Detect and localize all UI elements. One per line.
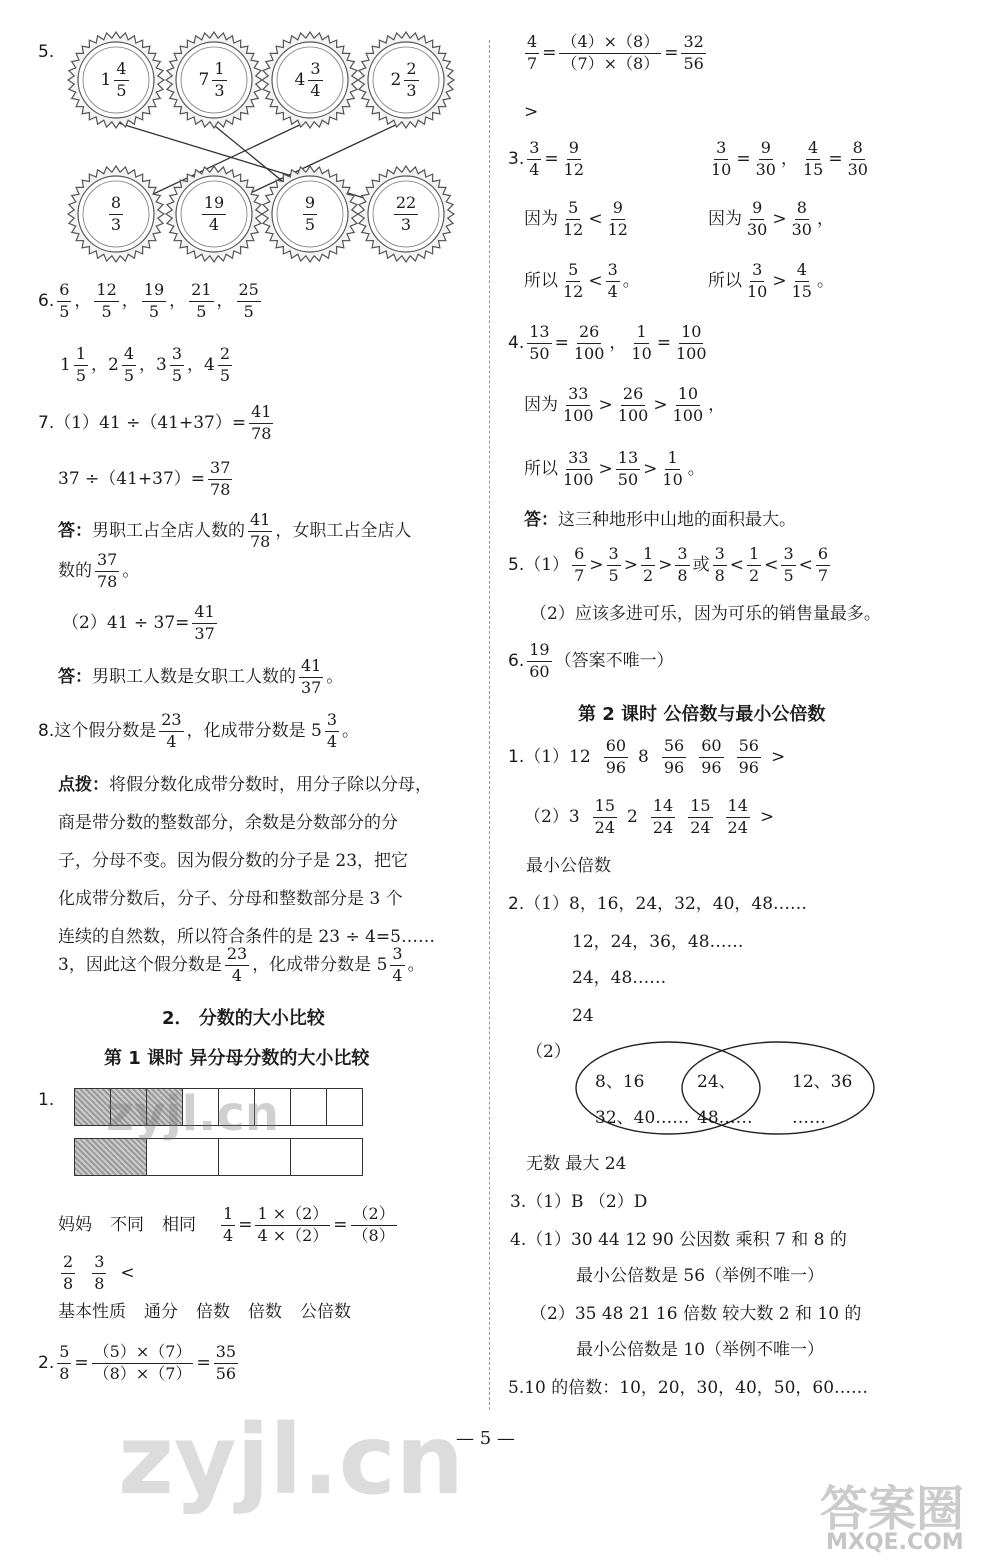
q7-expr3: （2）41 ÷ 37= [62, 612, 190, 633]
frac: $\frac{33}{100}$ [563, 384, 594, 425]
frac: $\frac{5}{8}$ [59, 1342, 70, 1383]
grid-cell [326, 1088, 363, 1126]
fraction-badge: 1 $\frac{4}{5}$ [66, 30, 166, 130]
number: 2 [627, 806, 638, 827]
period: 。 [407, 954, 425, 975]
r-q3-line3: 所以 $\frac{5}{12}$ < $\frac{3}{4}$ 。 [524, 260, 640, 301]
frac: $\frac{2}{8}$ [63, 1252, 74, 1293]
frac: $\frac{33}{100}$ [563, 448, 594, 489]
r-q3-line1: 3. $\frac{3}{4}$ = $\frac{9}{12}$ [508, 138, 585, 179]
r-q3-line3b: 所以 $\frac{3}{10}$ > $\frac{4}{15}$ 。 [708, 260, 834, 301]
r-l2-q2-end: 无数 最大 24 [526, 1154, 627, 1174]
q7-line3 [62, 604, 220, 643]
fraction-badge: $\frac{19}{4}$ [164, 164, 264, 264]
column-divider [489, 40, 490, 1410]
fraction-badge: $\frac{9}{5}$ [260, 164, 360, 264]
q2-label: 2. [38, 1352, 55, 1373]
word: 妈妈 [58, 1214, 92, 1235]
answer-label: 答： [58, 520, 92, 541]
frac: $\frac{21}{5}$ [191, 280, 212, 321]
frac: $\frac{56}{96}$ [663, 736, 685, 777]
q1-label: 1. [38, 1090, 55, 1110]
r-line1: $\frac{4}{7}$ = $\frac{(4)\times(8)}{(7)\times(8)}$ = $\frac{32}{56}$ [527, 32, 704, 73]
r-l2-q2-line3: 24，48…… [572, 968, 667, 988]
q7-result2: $\frac{37}{78}$ [210, 458, 231, 499]
q7-answer2-text: 男职工人数是女职工人数的 [92, 666, 296, 687]
word: 倍数 [248, 1302, 282, 1322]
fraction-badge: $\frac{22}{3}$ [356, 164, 456, 264]
q2-line: 2. $\frac{5}{8}$ = $\frac{(5)\times(7)}{(8)\times(7)}$ = $\frac{35}{56}$ [38, 1342, 237, 1383]
r-l2-q4-1b: 最小公倍数是 56（举例不唯一） [576, 1266, 825, 1286]
greater-than: > [770, 746, 786, 767]
q5-part1: （1） [524, 554, 570, 575]
q7-answer2 [58, 658, 343, 697]
because: 因为 [708, 208, 742, 229]
frac: $\frac{1}{4}$ [223, 1204, 234, 1245]
frac: $\frac{5}{12}$ [563, 198, 584, 239]
q2-line1: （1）8，16，24，32，40，48…… [524, 894, 808, 914]
page-number: — 5 — [456, 1428, 515, 1449]
frac: $\frac{9}{30}$ [747, 198, 768, 239]
q4-answer-text: 这三种地形中山地的面积最大。 [558, 510, 796, 530]
tip-last-text-a: 3，因此这个假分数是 [58, 954, 222, 975]
r-l2-q3: 3.（1）B （2）D [510, 1192, 648, 1212]
q6-note: （答案不唯一） [554, 650, 674, 671]
q7-answer1-text-b: ，女职工占全店人 [275, 520, 412, 541]
frac: $\frac{9}{12}$ [563, 138, 585, 179]
frac: $\frac{26}{100}$ [617, 384, 649, 425]
q1-part1: （1）12 [524, 746, 591, 767]
frac: $\frac{9}{12}$ [607, 198, 628, 239]
frac: $\frac{(2)}{(8)}$ [352, 1204, 395, 1245]
word: 倍数 [196, 1302, 230, 1322]
frac: $\frac{10}{100}$ [676, 322, 707, 363]
venn-right-set [792, 1064, 852, 1136]
q6-row2 [60, 346, 235, 385]
lesson-title-2: 第 2 课时 公倍数与最小公倍数 [578, 704, 826, 725]
greater-than: > [759, 806, 775, 827]
watermark: MXQE.COM [826, 1530, 964, 1555]
r-l2-q2-line4: 24 [572, 1006, 594, 1026]
frac: $\frac{13}{50}$ [529, 322, 550, 363]
r-l2-q5: 5.10 的倍数：10，20，30，40，50，60…… [508, 1378, 869, 1398]
venn-text: 32、40…… [595, 1108, 690, 1128]
r-q4-line1: 4. $\frac{13}{50}$ = $\frac{26}{100}$ ， $\frac{1}{10}$ = $\frac{10}{100}$ [508, 322, 707, 363]
q6-label: 6. [508, 650, 525, 671]
q5-label: 5. [38, 42, 55, 62]
frac: $\frac{1}{10}$ [631, 322, 652, 363]
less-than: < [120, 1262, 135, 1283]
so: 所以 [708, 270, 742, 291]
tip-line: 子，分母不变。因为假分数的分子是 23，把它 [58, 851, 409, 871]
q2-label: 2. [508, 894, 525, 914]
frac: $\frac{14}{24}$ [652, 796, 674, 837]
frac: $\frac{4}{7}$ [527, 32, 538, 73]
r-gt: > [524, 102, 539, 122]
frac: $\frac{10}{100}$ [672, 384, 704, 425]
q1-part2: （2）3 [524, 806, 580, 827]
q4-label: 4. [508, 332, 525, 353]
frac: $\frac{4}{15}$ [802, 138, 824, 179]
q6-fractions: $\frac{6}{5}$ ， $\frac{12}{5}$ ， $\frac{19}{5}$ ， $\frac{21}{5}$ ， $\frac{25}{5}$ [59, 280, 259, 321]
word: 公倍数 [300, 1302, 351, 1322]
frac: $\frac{3}{8}$ [94, 1252, 105, 1293]
frac: $\frac{19}{5}$ [143, 280, 165, 321]
venn-text: 48…… [697, 1108, 753, 1128]
mixed-number: 4 $\frac{2}{5}$ [204, 344, 231, 385]
frac: $\frac{1}{10}$ [662, 448, 683, 489]
q1-line3 [58, 1304, 351, 1321]
period: 。 [326, 666, 344, 687]
frac: $\frac{12}{5}$ [96, 280, 117, 321]
q8-text-b: ，化成带分数是 5 [186, 720, 322, 741]
frac: $\frac{26}{100}$ [573, 322, 605, 363]
frac: $\frac{19}{60}$ [529, 640, 550, 681]
r-l2-q1-line1 [508, 738, 785, 777]
q3-label: 3. [508, 148, 525, 169]
word: 通分 [144, 1302, 178, 1322]
q8-label: 8. [38, 720, 55, 741]
r-l2-q2-part2: （2） [526, 1042, 571, 1062]
r-l2-q1-line2 [524, 798, 774, 837]
frac: $\frac{14}{24}$ [727, 796, 748, 837]
q7-answer1-frac2: $\frac{37}{78}$ [97, 550, 118, 591]
frac: $\frac{8}{30}$ [847, 138, 868, 179]
r-q5-line1: 5. （1） $\frac{6}{7}$ > $\frac{3}{5}$ > $\frac{1}{2}$ > $\frac{3}{8}$ 或 $\frac{3}{8}$ < $\frac{1}{2}$ < $\frac{3}{5}$ < $\frac{6}{7}$ [508, 544, 829, 585]
tip-line: 商是带分数的整数部分，余数是分数部分的分 [58, 813, 398, 833]
tip-label: 点拨： [58, 775, 109, 795]
word: 相同 [162, 1214, 196, 1235]
word: 基本性质 [58, 1302, 126, 1322]
q6-label: 6. [38, 290, 55, 311]
r-q4-line3: 所以 $\frac{33}{100}$ > $\frac{13}{50}$ > $\frac{1}{10}$ 。 [524, 448, 705, 489]
grid-cell [74, 1138, 147, 1176]
frac: $\frac{6}{7}$ [817, 544, 829, 585]
frac: $\frac{6}{5}$ [59, 280, 70, 321]
frac: $\frac{32}{56}$ [683, 32, 704, 73]
frac: $\frac{3}{10}$ [747, 260, 768, 301]
frac: $\frac{13}{50}$ [617, 448, 639, 489]
frac: $\frac{3}{5}$ [608, 544, 619, 585]
venn-text: 24、 [697, 1072, 736, 1092]
r-q4-answer [524, 512, 796, 529]
r-l2-q2-line2: 12，24，36，48…… [572, 932, 744, 952]
or: 或 [692, 554, 710, 575]
q7-answer1-text-c: 数的 [58, 560, 92, 581]
q7-result1: $\frac{41}{78}$ [251, 402, 272, 443]
frac: $\frac{(4)\times(8)}{(7)\times(8)}$ [561, 32, 660, 73]
tip-line: 连续的自然数，所以符合条件的是 23 ÷ 4=5…… [58, 927, 435, 947]
frac: $\frac{3}{8}$ [714, 544, 725, 585]
q7-line1 [38, 404, 276, 443]
r-q4-line2: 因为 $\frac{33}{100}$ > $\frac{26}{100}$ > $\frac{10}{100}$ ， [524, 384, 726, 425]
q7-answer1-cont [58, 552, 139, 591]
q6-row1 [38, 282, 264, 321]
r-l2-q1-min: 最小公倍数 [526, 856, 611, 876]
frac: $\frac{1}{2}$ [749, 544, 760, 585]
r-l2-q4-2a: （2）35 48 21 16 倍数 较大数 2 和 10 的 [530, 1304, 862, 1324]
tip-last-text-b: ，化成带分数是 5 [252, 954, 388, 975]
venn-middle-set [697, 1064, 753, 1136]
frac: $\frac{35}{56}$ [215, 1342, 237, 1383]
fraction-badge: 2 $\frac{2}{3}$ [356, 30, 456, 130]
frac: $\frac{4}{15}$ [791, 260, 812, 301]
q7-answer1-frac: $\frac{41}{78}$ [250, 510, 271, 551]
grid-cell [218, 1138, 291, 1176]
q7-result3: $\frac{41}{37}$ [194, 602, 215, 643]
q1-line1: 妈妈 不同 相同 $\frac{1}{4}$ = $\frac{1 \times(2)}{4 \times(2)}$ = $\frac{(2)}{(8)}$ [58, 1204, 395, 1245]
venn-text: 12、36 [792, 1072, 853, 1092]
word: 不同 [110, 1214, 144, 1235]
q8-text-a: 这个假分数是 [54, 720, 157, 741]
venn-left-set [595, 1064, 689, 1136]
r-q5-line2: （2）应该多进可乐，因为可乐的销售量最多。 [530, 604, 881, 624]
tip-last-line [58, 946, 425, 985]
period: 。 [122, 560, 140, 581]
section-title: 2． 分数的大小比较 [162, 1008, 325, 1029]
lesson-title: 第 1 课时 异分母分数的大小比较 [104, 1048, 370, 1069]
tip-frac: $\frac{23}{4}$ [226, 944, 248, 985]
fraction-badge: 7 $\frac{1}{3}$ [164, 30, 264, 130]
watermark: 答案圈 [820, 1481, 965, 1537]
grid-cell [290, 1088, 327, 1126]
q8-line [38, 712, 359, 751]
r-l2-q4-2b: 最小公倍数是 10（举例不唯一） [576, 1340, 825, 1360]
answer-label: 答： [524, 510, 558, 530]
frac: $\frac{6}{7}$ [574, 544, 585, 585]
frac: $\frac{9}{30}$ [755, 138, 776, 179]
number: 8 [638, 746, 649, 767]
frac: $\frac{60}{96}$ [701, 736, 722, 777]
fraction-badge: $\frac{8}{3}$ [66, 164, 166, 264]
q7-expr1: （1）41 ÷（41+37）= [54, 412, 247, 433]
q1-line2 [58, 1254, 135, 1293]
watermark: zyjl.cn [118, 1404, 464, 1516]
because: 因为 [524, 394, 558, 415]
venn-text: 8、16 [595, 1072, 645, 1092]
r-q3-line2: 因为 $\frac{5}{12}$ < $\frac{9}{12}$ [524, 198, 628, 239]
so: 所以 [524, 270, 558, 291]
frac: $\frac{60}{96}$ [605, 736, 627, 777]
frac: $\frac{1}{2}$ [642, 544, 654, 585]
frac: $\frac{3}{5}$ [783, 544, 794, 585]
q1-label: 1. [508, 746, 525, 767]
frac: $\frac{56}{96}$ [738, 736, 759, 777]
mixed-number: 2 $\frac{4}{5}$ [108, 344, 135, 385]
r-q3-line1b: $\frac{3}{10}$ = $\frac{9}{30}$ ， $\frac{4}{15}$ = $\frac{8}{30}$ [711, 138, 868, 179]
fraction-badge: 4 $\frac{3}{4}$ [260, 30, 360, 130]
answer-label: 答： [58, 666, 92, 687]
q7-line2 [58, 460, 235, 499]
q6-mixed-numbers: 1 $\frac{1}{5}$ ， 2 $\frac{4}{5}$ ， 3 $\frac{3}{5}$ ， 4 $\frac{2}{5}$ [60, 346, 235, 385]
because: 因为 [524, 208, 558, 229]
q7-label: 7. [38, 412, 55, 433]
frac: $\frac{15}{24}$ [594, 796, 615, 837]
r-l2-q2-line1 [508, 896, 807, 913]
q8-frac: $\frac{23}{4}$ [161, 710, 182, 751]
q7-answer1-text-a: 男职工占全店人数的 [92, 520, 245, 541]
period: 。 [342, 720, 360, 741]
tip-block [58, 766, 435, 956]
r-q6-line [508, 642, 674, 681]
grid-cell [146, 1138, 219, 1176]
q7-answer1 [58, 512, 411, 551]
tip-line: 将假分数化成带分数时，用分子除以分母， [109, 775, 432, 795]
grid-cell [290, 1138, 363, 1176]
frac: $\frac{3}{4}$ [607, 260, 618, 301]
frac: $\frac{3}{10}$ [711, 138, 732, 179]
q5-label: 5. [508, 554, 525, 575]
watermark: zyjl.cn [106, 1086, 279, 1142]
frac: $\frac{25}{5}$ [238, 280, 259, 321]
frac: $\frac{8}{30}$ [791, 198, 812, 239]
q8-mixed-frac: $\frac{3}{4}$ [326, 710, 338, 751]
mixed-number: 3 $\frac{3}{5}$ [156, 344, 183, 385]
frac: $\frac{15}{24}$ [690, 796, 711, 837]
q7-answer2-frac: $\frac{41}{37}$ [301, 656, 322, 697]
tip-line: 化成带分数后，分子、分母和整数部分是 3 个 [58, 889, 403, 909]
mixed-number: 1 $\frac{1}{5}$ [60, 344, 87, 385]
frac: $\frac{(5)\times(7)}{(8)\times(7)}$ [93, 1342, 192, 1383]
venn-text: …… [792, 1108, 826, 1128]
tip-mixed-frac: $\frac{3}{4}$ [392, 944, 403, 985]
frac: $\frac{3}{4}$ [529, 138, 540, 179]
frac: $\frac{1 \times(2)}{4 \times(2)}$ [257, 1204, 329, 1245]
so: 所以 [524, 458, 558, 479]
r-l2-q4-1a: 4.（1）30 44 12 90 公因数 乘积 7 和 8 的 [510, 1230, 847, 1250]
q7-expr2: 37 ÷（41+37）= [58, 468, 206, 489]
frac: $\frac{3}{8}$ [677, 544, 688, 585]
r-q3-line2b: 因为 $\frac{9}{30}$ > $\frac{8}{30}$ ， [708, 198, 834, 239]
frac: $\frac{5}{12}$ [563, 260, 584, 301]
